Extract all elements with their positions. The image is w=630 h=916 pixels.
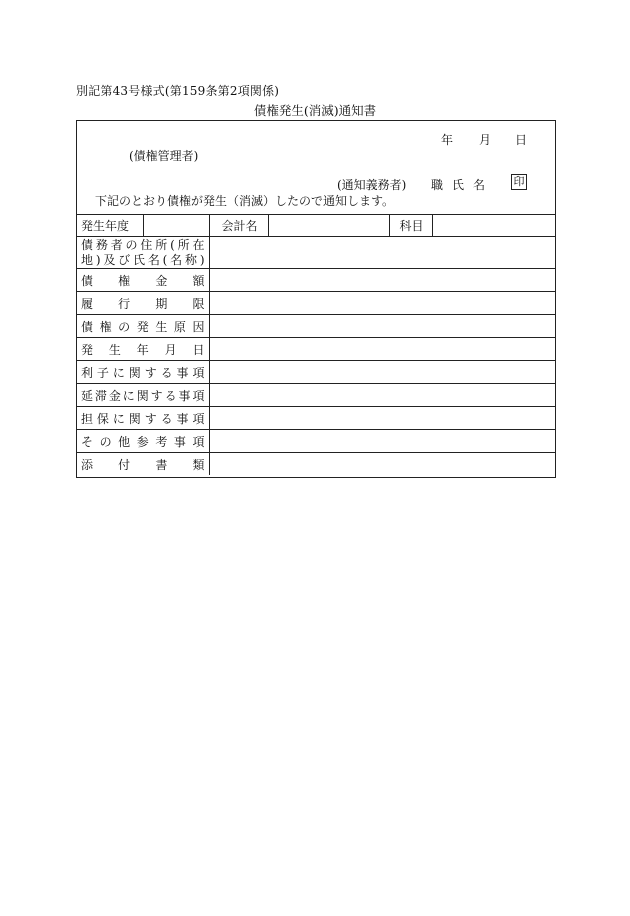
table-row [77, 315, 555, 338]
table-row [77, 292, 555, 315]
label-line: 債務者の住所(所在 [81, 237, 205, 252]
account-name-label: 会計名 [209, 214, 268, 237]
performance-deadline-field[interactable] [209, 292, 555, 315]
date-month-label: 月 [479, 133, 492, 147]
notification-form [76, 120, 556, 478]
debtor-address-name-label [77, 237, 209, 269]
table-row [77, 384, 555, 407]
seal-mark: 印 [511, 174, 527, 190]
subject-field[interactable] [432, 214, 555, 237]
collateral-matters-label: 担保に関する事項 [77, 407, 209, 430]
notifier-title-label: 職氏名 [431, 178, 495, 192]
claim-amount-label: 債権金額 [77, 269, 209, 292]
notice-text: 下記のとおり債権が発生（消滅）したので通知します。 [95, 194, 395, 208]
interest-matters-label: 利子に関する事項 [77, 361, 209, 384]
claim-amount-field[interactable] [209, 269, 555, 292]
notifier-role-label: (通知義務者) [337, 178, 407, 192]
debtor-address-name-field[interactable] [209, 237, 555, 269]
occurrence-date-label: 発生年月日 [77, 338, 209, 361]
document-title: 債権発生(消滅)通知書 [253, 103, 377, 118]
account-name-field[interactable] [268, 214, 389, 237]
subject-label: 科目 [389, 214, 432, 237]
claim-manager-label: (債権管理者) [129, 149, 199, 163]
fiscal-year-field[interactable] [143, 214, 209, 237]
claim-cause-field[interactable] [209, 315, 555, 338]
fiscal-year-label: 発生年度 [77, 214, 143, 237]
late-charge-matters-label: 延滞金に関する事項 [77, 384, 209, 407]
label-line: 地)及び氏名(名称) [81, 252, 205, 267]
collateral-matters-field[interactable] [209, 407, 555, 430]
table-row [77, 361, 555, 384]
table-row [77, 269, 555, 292]
attachments-label: 添付書類 [77, 453, 209, 476]
table-row [77, 237, 555, 269]
form-reference: 別記第43号様式(第159条第2項関係) [76, 84, 280, 98]
interest-matters-field[interactable] [209, 361, 555, 384]
table-row [77, 453, 555, 476]
claim-cause-label: 債権の発生原因 [77, 315, 209, 338]
other-reference-label: その他参考事項 [77, 430, 209, 453]
table-row [77, 430, 555, 453]
late-charge-matters-field[interactable] [209, 384, 555, 407]
performance-deadline-label: 履行期限 [77, 292, 209, 315]
table-row [77, 214, 555, 237]
occurrence-date-field[interactable] [209, 338, 555, 361]
form-header [77, 121, 555, 215]
attachments-field[interactable] [209, 453, 555, 476]
table-row [77, 338, 555, 361]
details-table [77, 214, 555, 475]
date-day-label: 日 [515, 133, 528, 147]
table-row [77, 407, 555, 430]
other-reference-field[interactable] [209, 430, 555, 453]
date-year-label: 年 [441, 133, 454, 147]
